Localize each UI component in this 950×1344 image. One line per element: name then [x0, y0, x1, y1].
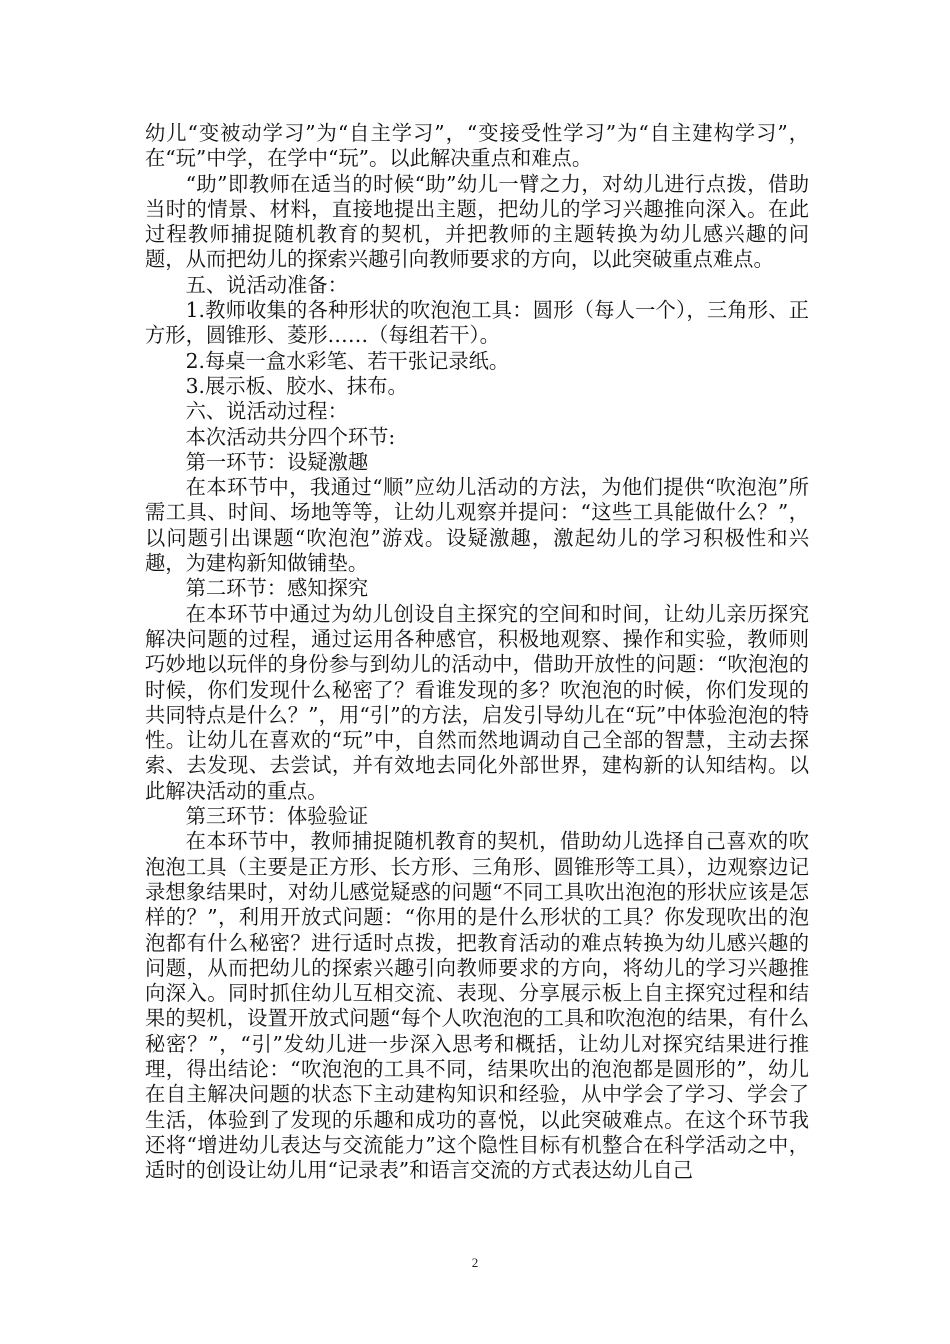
list-item-3: 3.展示板、胶水、抹布。: [185, 373, 408, 398]
step-heading-2: 第二环节：感知探究: [185, 576, 369, 601]
section-heading-preparation: 五、说活动准备：: [185, 272, 348, 297]
paragraph-overview: 本次活动共分四个环节:: [185, 424, 396, 449]
step-heading-3: 第三环节：体验验证: [185, 804, 369, 829]
list-item-2: 2.每桌一盒水彩笔、若干张记录纸。: [185, 348, 510, 373]
list-item-1: 1.教师收集的各种形状的吹泡泡工具：圆形（每人一个），三角形、正方形，圆锥形、菱形……（每组若干）。: [145, 298, 809, 348]
paragraph-step-1: 在本环节中，我通过“顺”应幼儿活动的方法，为他们提供“吹泡泡”所需工具、时间、场地等等，让幼儿观察并提问：“这些工具能做什么？”，以问题引出课题“吹泡泡”游戏。设疑激趣，激起幼儿的学习积极性和兴趣，为建构新知做铺垫。: [145, 475, 809, 576]
paragraph-2: “助”即教师在适当的时候“助”幼儿一臂之力，对幼儿进行点拨，借助当时的情景、材料，直接地提出主题，把幼儿的学习兴趣推向深入。在此过程教师捕捉随机教育的契机，并把教师的主题转换为幼儿感兴趣的问题，从而把幼儿的探索兴趣引向教师要求的方向，以此突破重点难点。: [145, 171, 809, 272]
paragraph-step-2: 在本环节中通过为幼儿创设自主探究的空间和时间，让幼儿亲历探究解决问题的过程，通过运用各种感官，积极地观察、操作和实验，教师则巧妙地以玩伴的身份参与到幼儿的活动中，借助开放性的问题：“吹泡泡的时候，你们发现什么秘密了？看谁发现的多？吹泡泡的时候，你们发现的共同特点是什么？”，用“引”的方法，启发引导幼儿在“玩”中体验泡泡的特性。让幼儿在喜欢的“玩”中，自然而然地调动自己全部的智慧，主动去探索、去发现、去尝试，并有效地去同化外部世界，建构新的认知结构。以此解决活动的重点。: [145, 601, 809, 803]
paragraph-1: 幼儿“变被动学习”为“自主学习”，“变接受性学习”为“自主建构学习”，在“玩”中学，在学中“玩”。以此解决重点和难点。: [145, 121, 809, 171]
step-heading-1: 第一环节：设疑激趣: [185, 449, 369, 474]
document-body: [145, 121, 809, 1183]
section-heading-process: 六、说活动过程：: [185, 399, 348, 424]
paragraph-step-3: 在本环节中，教师捕捉随机教育的契机，借助幼儿选择自己喜欢的吹泡泡工具（主要是正方形、长方形、三角形、圆锥形等工具），边观察边记录想象结果时，对幼儿感觉疑惑的问题“不同工具吹出泡泡的形状应该是怎样的？”，利用开放式问题：“你用的是什么形状的工具？你发现吹出的泡泡都有什么秘密？进行适时点拨，把教育活动的难点转换为幼儿感兴趣的问题，从而把幼儿的探索兴趣引向教师要求的方向，将幼儿的学习兴趣推向深入。同时抓住幼儿互相交流、表现、分享展示板上自主探究过程和结果的契机，设置开放式问题“每个人吹泡泡的工具和吹泡泡的结果，有什么秘密？”，“引”发幼儿进一步深入思考和概括，让幼儿对探究结果进行推理，得出结论：“吹泡泡的工具不同，结果吹出的泡泡都是圆形的”，幼儿在自主解决问题的状态下主动建构知识和经验，从中学会了学习、学会了生活，体验到了发现的乐趣和成功的喜悦，以此突破难点。在这个环节我还将“增进幼儿表达与交流能力”这个隐性目标有机整合在科学活动之中，适时的创设让幼儿用“记录表”和语言交流的方式表达幼儿自己: [145, 829, 809, 1183]
page-number: 2: [471, 1255, 479, 1270]
